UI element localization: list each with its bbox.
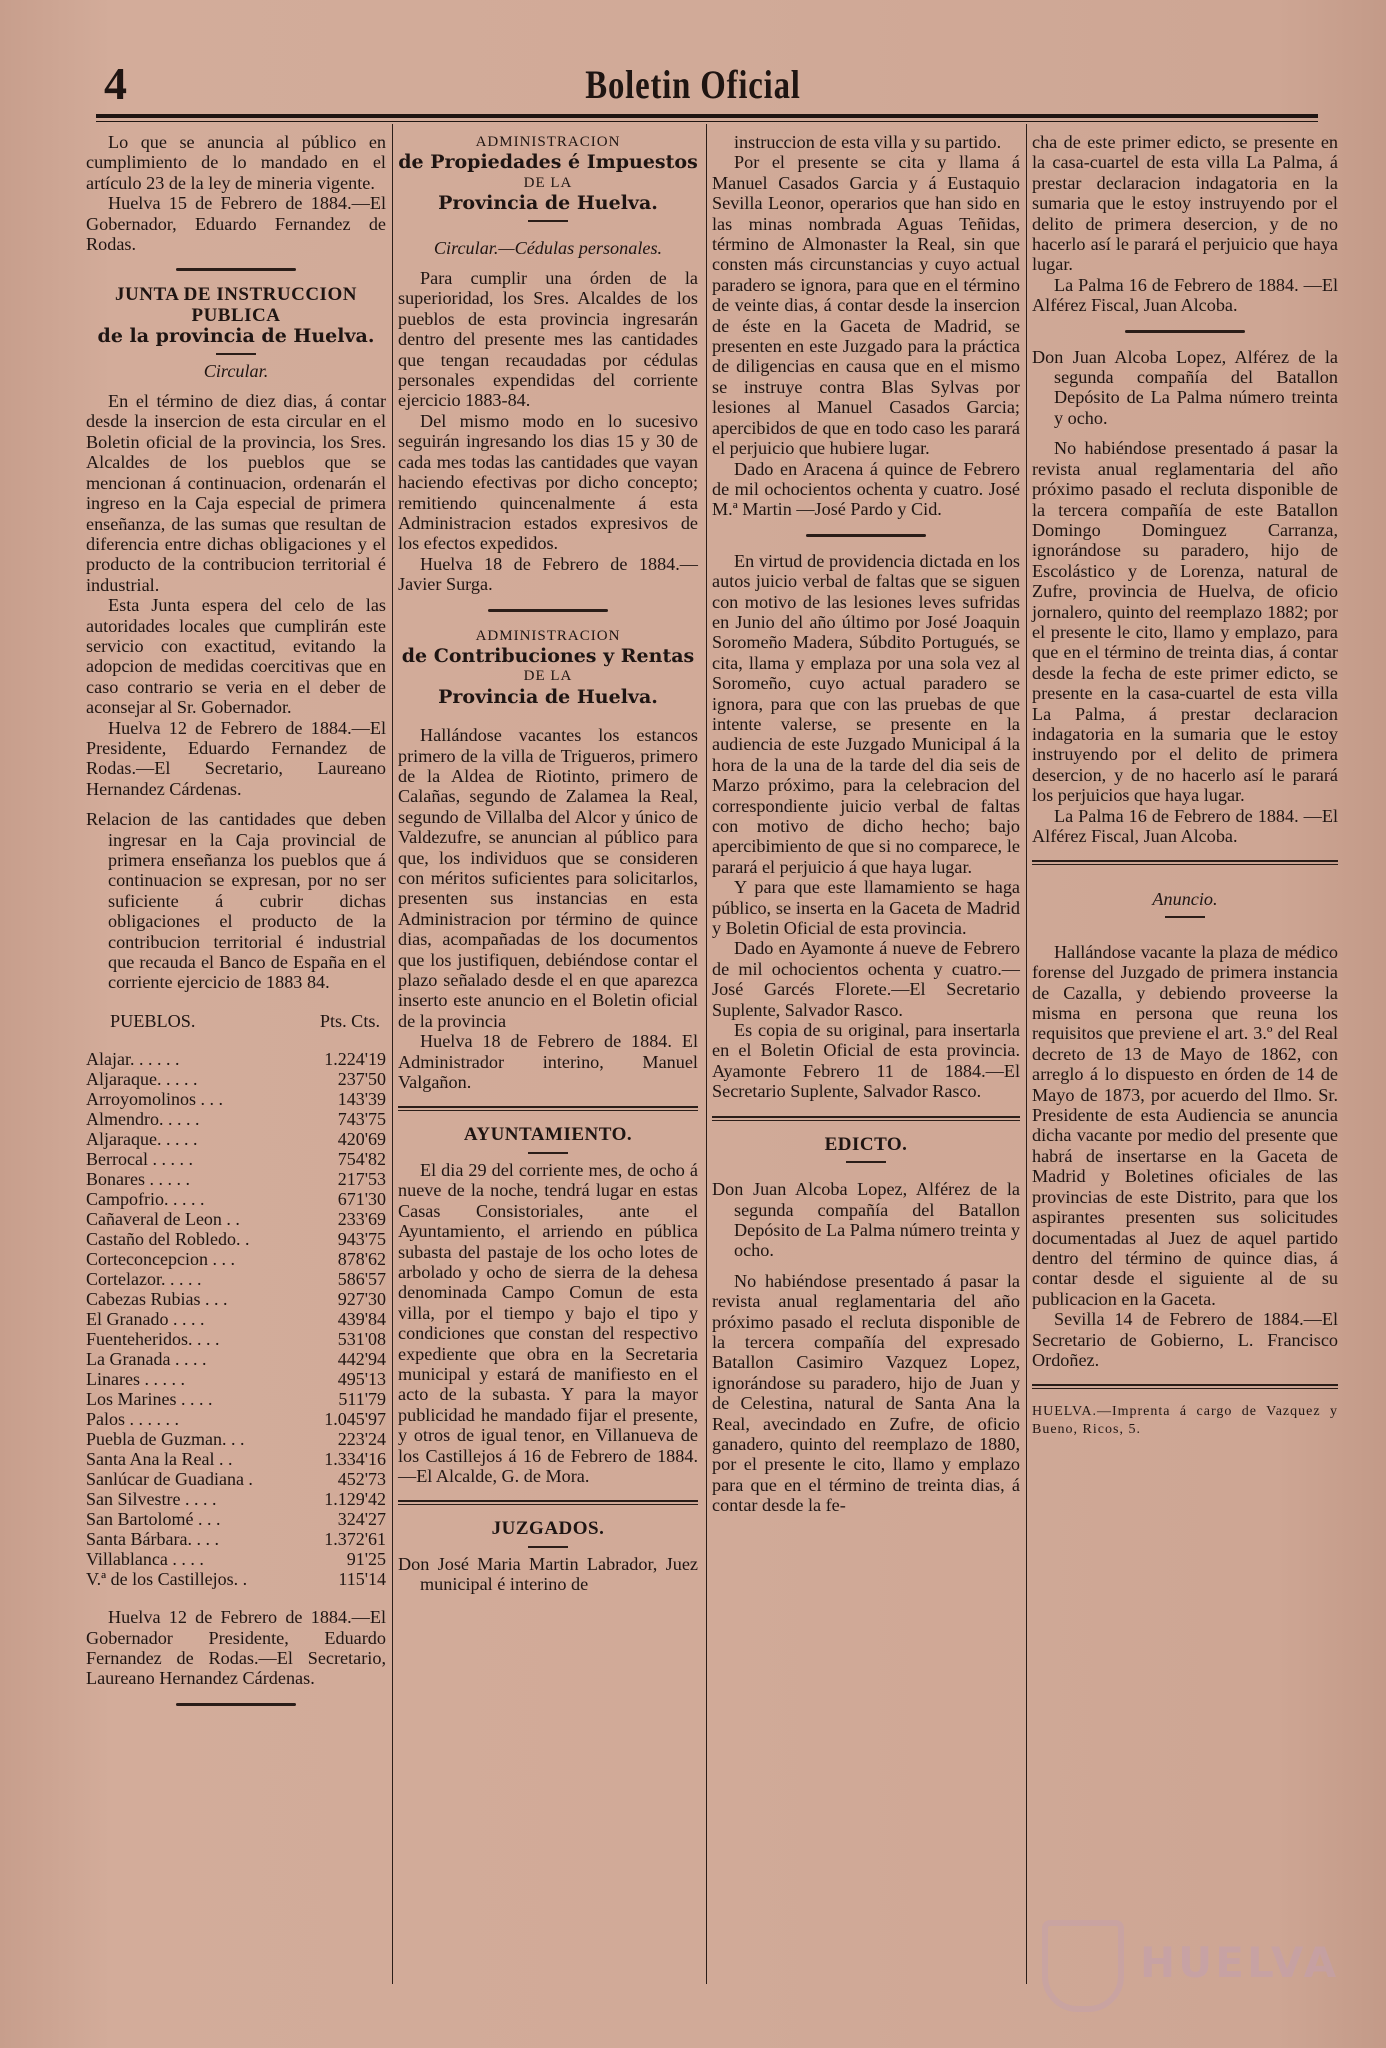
- pueblo-name: Arroyomolinos . . .: [86, 1089, 223, 1110]
- adm1-de-la: DE LA: [523, 174, 573, 191]
- pueblo-amount: 420'69: [337, 1129, 386, 1150]
- adm2-signature: Huelva 18 de Febrero de 1884. El Administrador interino, Manuel Valgañon.: [398, 1031, 698, 1093]
- pueblo-amount: 115'14: [338, 1569, 386, 1590]
- table-row: [86, 1429, 386, 1449]
- separator: [806, 534, 926, 537]
- ayuntamiento-paragraph: El dia 29 del corriente mes, de ocho á nueve de la noche, tendrá lugar en estas Casas Consistoriales, ante el Ayuntamiento, el arriendo en pública subasta del pastaje de los ocho lotes de arbolado y ocho de sierra de la dehesa denominada Campo Comun de esta villa, por el tiempo y bajo el tipo y condiciones que constan del respectivo expediente que obra en la Secretaria municipal y estará de manifiesto en el acto de la subasta. Y para la mayor publicidad he mandado fijar el presente, y otros de igual tenor, en Villanueva de los Castillejos á 16 de Febrero de 1884.—El Alcalde, G. de Mora.: [398, 1159, 698, 1486]
- table-row: [86, 1289, 386, 1309]
- column-divider: [392, 124, 393, 1984]
- pueblo-name: San Bartolomé . . .: [86, 1509, 221, 1530]
- pueblo-name: Aljaraque. . . . .: [86, 1129, 198, 1150]
- adm2-heading: ADMINISTRACION: [475, 627, 621, 644]
- header-rule-thin: [96, 121, 1318, 122]
- column-divider: [1026, 124, 1027, 1984]
- pueblo-amount: 531'08: [337, 1329, 386, 1350]
- double-rule: [712, 1116, 1020, 1121]
- pueblo-amount: 223'24: [337, 1429, 386, 1450]
- table-row: [86, 1349, 386, 1369]
- column-2: [398, 132, 698, 1595]
- short-rule: [846, 1161, 886, 1163]
- pueblo-amount: 743'75: [337, 1109, 386, 1130]
- adm1-subheading: de Propiedades é Impuestos: [398, 151, 698, 174]
- edicto-signature: La Palma 16 de Febrero de 1884. —El Alférez Fiscal, Juan Alcoba.: [1032, 274, 1338, 316]
- juzgados-paragraph: Don José Maria Martin Labrador, Juez municipal é interino de: [398, 1553, 698, 1595]
- table-row: [86, 1449, 386, 1469]
- adm1-paragraph: Del mismo modo en lo sucesivo seguirán ingresando los dias 15 y 30 de cada mes todas las cantidades que vayan haciendo efectivas por dicho concepto; remitiendo quincenalmente á esta Administracion estados expresivos de los efectos expedidos.: [398, 410, 698, 554]
- faltas-paragraph: Y para que este llamamiento se haga público, se inserta en la Gaceta de Madrid y Boletin Oficial de esta provincia.: [712, 877, 1020, 939]
- table-row: [86, 1469, 386, 1489]
- table-row: [86, 1389, 386, 1409]
- pueblo-amount: 1.372'61: [324, 1529, 386, 1550]
- imprenta-footer: HUELVA.—Imprenta á cargo de Vazquez y Bueno, Ricos, 5.: [1032, 1404, 1338, 1438]
- pueblo-amount: 927'30: [337, 1289, 386, 1310]
- pueblo-name: Sanlúcar de Guadiana .: [86, 1469, 253, 1490]
- table-row: [86, 1329, 386, 1349]
- pueblo-name: Aljaraque. . . . .: [86, 1069, 198, 1090]
- pueblo-name: Bonares . . . . .: [86, 1169, 190, 1190]
- ayuntamiento-title: AYUNTAMIENTO.: [463, 1124, 633, 1146]
- separator: [488, 609, 608, 612]
- short-rule: [528, 1152, 568, 1154]
- pueblo-amount: 878'62: [337, 1249, 386, 1270]
- junta-title: JUNTA DE INSTRUCCION PUBLICA: [115, 284, 357, 326]
- pueblo-amount: 237'50: [337, 1069, 386, 1090]
- double-rule: [398, 1106, 698, 1111]
- pueblo-amount: 495'13: [337, 1369, 386, 1390]
- table-row: [86, 1189, 386, 1209]
- table-header: [86, 1011, 386, 1031]
- pueblo-amount: 754'82: [337, 1149, 386, 1170]
- double-rule: [1032, 860, 1338, 865]
- watermark-shield-icon: [1042, 1920, 1124, 2012]
- adm1-signature: Huelva 18 de Febrero de 1884.—Javier Surga.: [398, 553, 698, 595]
- double-rule: [398, 1500, 698, 1505]
- table-row: [86, 1149, 386, 1169]
- relacion-intro: Relacion de las cantidades que deben ingresar en la Caja provincial de primera enseñanza los pueblos que á continuacion se expresan, por no ser suficiente á cubrir dichas obligaciones el producto de la contribucion territorial é industrial que recauda el Banco de España en el corriente ejercicio de 1883 84.: [86, 809, 386, 993]
- edicto2-paragraph: No habiéndose presentado á pasar la revista anual reglamentaria del año próximo pasado el recluta disponible de la tercera compañía de este Batallon Domingo Dominguez Carranza, ignorándose su paradero, hijo de Escolástico y de Lorenza, natural de Zufre, provincia de Huelva, de oficio jornalero, quinto del reemplazo 1882; por el presente le cito, llamo y emplazo, para que en el término de treinta dias, á contar desde la fecha de este primer edicto, se presente en la casa-cuartel de esta villa La Palma, á prestar declaracion indagatoria en la sumaria que le estoy instruyendo por el delito de primera desercion, y de no hacerlo así le parará los perjuicios que haya lugar.: [1032, 438, 1338, 806]
- junta-subtitle: de la provincia de Huelva.: [97, 325, 375, 348]
- circular-label: Circular.: [203, 360, 269, 381]
- table-row: [86, 1209, 386, 1229]
- pueblo-name: Los Marines . . . .: [86, 1389, 213, 1410]
- page-number: 4: [104, 58, 127, 109]
- pueblo-name: Santa Bárbara. . . .: [86, 1529, 219, 1550]
- table-row: [86, 1089, 386, 1109]
- pueblo-amount: 91'25: [346, 1549, 386, 1570]
- pueblo-amount: 143'39: [337, 1089, 386, 1110]
- pueblo-name: El Granado . . . .: [86, 1309, 205, 1330]
- pueblo-name: Cañaveral de Leon . .: [86, 1209, 240, 1230]
- adm2-provincia: Provincia de Huelva.: [438, 685, 658, 708]
- short-rule: [1165, 916, 1205, 918]
- pueblo-amount: 439'84: [337, 1309, 386, 1330]
- adm1-circular: Circular.—Cédulas personales.: [433, 237, 663, 258]
- junta-signature: Huelva 12 de Febrero de 1884.—El Presidente, Eduardo Fernandez de Rodas.—El Secretario, Laureano Hernandez Cárdenas.: [86, 717, 386, 799]
- pueblo-amount: 1.129'42: [324, 1489, 386, 1510]
- adm2-de-la: DE LA: [523, 668, 573, 685]
- edicto-intro: Don Juan Alcoba Lopez, Alférez de la segunda compañía del Batallon Depósito de La Palma número treinta y ocho.: [712, 1179, 1020, 1261]
- separator: [176, 268, 296, 271]
- edicto-continuation: cha de este primer edicto, se presente en la casa-cuartel de esta villa La Palma, á prestar declaracion indagatoria en la sumaria que le estoy instruyendo por el delito de primera desercion, y de no hacerlo así le parará el perjuicio que haya lugar.: [1032, 132, 1338, 275]
- table-row: [86, 1509, 386, 1529]
- table-row: [86, 1569, 386, 1589]
- short-rule: [528, 1546, 568, 1548]
- table-row: [86, 1169, 386, 1189]
- short-rule: [528, 220, 568, 222]
- junta-paragraph: Esta Junta espera del celo de las autoridades locales que cumplirán este servicio con exactitud, evitando la adopcion de medidas coercitivas que en caso contrario se veria en el deber de aconsejar al Sr. Gobernador.: [86, 595, 386, 718]
- pueblo-name: Santa Ana la Real . .: [86, 1449, 233, 1470]
- faltas-copy: Es copia de su original, para insertarla en el Boletin Oficial de esta provincia. Ayamonte Febrero 11 de 1884.—El Secretario Suplente, Salvador Rasco.: [712, 1020, 1020, 1102]
- pueblo-amount: 217'53: [337, 1169, 386, 1190]
- pueblo-name: Alajar. . . . . .: [86, 1049, 180, 1070]
- table-row: [86, 1069, 386, 1089]
- double-rule: [1032, 1384, 1338, 1389]
- table-row: [86, 1369, 386, 1389]
- pueblo-name: Puebla de Guzman. . .: [86, 1429, 245, 1450]
- watermark: HUELVA: [1140, 1938, 1340, 1987]
- pueblo-amount: 671'30: [337, 1189, 386, 1210]
- junta-paragraph: En el término de diez dias, á contar desde la insercion de esta circular en el Boletin oficial de la provincia, los Sres. Alcaldes de los pueblos que se mencionan á continuacion, ordenarán el ingreso en la Caja especial de primera enseñanza, de las sumas que resultan de diferencia entre dichas obligaciones y el producto de la contribucion territorial é industrial.: [86, 391, 386, 595]
- juzgados-title: JUZGADOS.: [491, 1518, 605, 1540]
- pueblo-name: Almendro. . . . .: [86, 1109, 200, 1130]
- edicto-title: EDICTO.: [824, 1133, 908, 1155]
- pueblo-name: Cortelazor. . . . .: [86, 1269, 202, 1290]
- column-divider: [706, 124, 707, 1984]
- anuncio-paragraph: Hallándose vacante la plaza de médico forense del Juzgado de primera instancia de Cazalla, y debiendo proveerse la misma en persona que reuna los requisitos que previene el art. 3.º del Real decreto de 13 de Mayo de 1862, con arreglo á lo dispuesto en órden de 14 de Mayo de 1873, por acuerdo del Ilmo. Sr. Presidente de esta Audiencia se anuncia dicha vacante por medio del presente que habrá de insertarse en la Gaceta de Madrid y Boletines oficiales de las provincias de este Distrito, para que los aspirantes presenten sus solicitudes documentadas al Juez de aquel partido dentro del término de quince dias, á contar desde el siguiente al de su publicacion en la Gaceta.: [1032, 941, 1338, 1309]
- adm1-heading: ADMINISTRACION: [475, 134, 621, 150]
- table-row: [86, 1129, 386, 1149]
- mineria-notice: Lo que se anuncia al público en cumplimiento de lo mandado en el artículo 23 de la ley de mineria vigente.: [86, 132, 386, 193]
- table-row: [86, 1249, 386, 1269]
- pueblo-name: Linares . . . . .: [86, 1369, 185, 1390]
- edicto-paragraph: No habiéndose presentado á pasar la revista anual reglamentaria del año próximo pasado el recluta disponible de la tercera compañía del expresado Batallon Casimiro Vazquez Lopez, ignorándose su paradero, hijo de Juan y de Celestina, natural de Santa Ana la Real, avecindado en Zufre, de oficio ganadero, quinto del reemplazo de 1880, por el presente le cito, llamo y emplazo para que en el término de treinta dias, á contar desde la fe-: [712, 1270, 1020, 1516]
- column-3: [712, 132, 1020, 1516]
- header-rule: [96, 114, 1318, 118]
- pueblo-name: La Granada . . . .: [86, 1349, 207, 1370]
- table-row: [86, 1269, 386, 1289]
- table-row: [86, 1549, 386, 1569]
- table-row: [86, 1229, 386, 1249]
- page-title: Boletin Oficial: [585, 62, 801, 107]
- table-row: [86, 1409, 386, 1429]
- pueblo-name: San Silvestre . . . .: [86, 1489, 217, 1510]
- juzgado-paragraph: Por el presente se cita y llama á Manuel Casados Garcia y á Eustaquio Sevilla Leonor, operarios que han sido en las minas nombrada Aguas Teñidas, término de Almonaster la Real, sin que consten más circunstancias y cuyo actual paradero se ignora, para que en el término de veinte dias, á contar desde la insercion de éste en la Gaceta de Madrid, se presenten en este Juzgado para la práctica de diligencias en causa que en el mismo se instruye contra Blas Sylvas por lesiones al Manuel Casados Garcia; apercibidos de que en todo caso les parará el perjuicio que hubiere lugar.: [712, 152, 1020, 459]
- adm2-paragraph: Hallándose vacantes los estancos primero de la villa de Trigueros, primero de la Aldea de Riotinto, primero de Calañas, segundo de Zalamea la Real, segundo de Villalba del Alcor y único de Valdezufre, se anuncian al público para que, los individuos que se consideren con méritos suficientes para solicitarlos, presenten sus instancias en esta Administracion por término de quince dias, acompañadas de los documentos que los justifiquen, debiéndose contar el plazo señalado desde el en que aparezca inserto este anuncio en el Boletin oficial de la provincia: [398, 725, 698, 1031]
- adm1-paragraph: Para cumplir una órden de la superioridad, los Sres. Alcaldes de los pueblos de esta provincia ingresarán dentro del presente mes las cantidades que tengan recaudadas por cédulas personales expendidas del corriente ejercicio 1883-84.: [398, 268, 698, 411]
- mineria-signature: Huelva 15 de Febrero de 1884.—El Gobernador, Eduardo Fernandez de Rodas.: [86, 193, 386, 255]
- pueblo-amount: 1.224'19: [324, 1049, 386, 1070]
- column-4: [1032, 132, 1338, 1439]
- pueblo-name: Campofrio. . . . .: [86, 1189, 205, 1210]
- pueblo-amount: 1.334'16: [324, 1449, 386, 1470]
- anuncio-signature: Sevilla 14 de Febrero de 1884.—El Secretario de Gobierno, L. Francisco Ordoñez.: [1032, 1309, 1338, 1370]
- separator: [1125, 330, 1245, 333]
- pueblo-amount: 511'79: [338, 1389, 386, 1410]
- pueblo-name: Berrocal . . . . .: [86, 1149, 193, 1170]
- pueblo-name: V.ª de los Castillejos. .: [86, 1569, 248, 1590]
- pueblo-amount: 324'27: [337, 1509, 386, 1530]
- pueblo-amount: 943'75: [337, 1229, 386, 1250]
- table-row: [86, 1109, 386, 1129]
- pueblo-name: Cabezas Rubias . . .: [86, 1289, 228, 1310]
- short-rule: [216, 353, 256, 355]
- pueblo-amount: 1.045'97: [324, 1409, 386, 1430]
- juzgado-continuation: instruccion de esta villa y su partido.: [734, 132, 1002, 152]
- table-row: [86, 1309, 386, 1329]
- pueblo-name: Villablanca . . . .: [86, 1549, 204, 1570]
- adm1-provincia: Provincia de Huelva.: [438, 192, 658, 215]
- juzgado-signature: Dado en Aracena á quince de Febrero de mil ochocientos ochenta y cuatro. José M.ª Martin —José Pardo y Cid.: [712, 458, 1020, 520]
- table-row: [86, 1529, 386, 1549]
- table-closing: Huelva 12 de Febrero de 1884.—El Gobernador Presidente, Eduardo Fernandez de Rodas.—El Secretario, Laureano Hernandez Cárdenas.: [86, 1607, 386, 1689]
- pueblo-amount: 442'94: [337, 1349, 386, 1370]
- pueblo-name: Palos . . . . . .: [86, 1409, 180, 1430]
- anuncio-title: Anuncio.: [1152, 889, 1218, 910]
- pueblo-amount: 452'73: [337, 1469, 386, 1490]
- pueblo-name: Corteconcepcion . . .: [86, 1249, 235, 1270]
- separator: [176, 1703, 296, 1706]
- pueblo-amount: 233'69: [337, 1209, 386, 1230]
- column-1: [86, 132, 386, 1720]
- pueblo-amount: 586'57: [337, 1269, 386, 1290]
- table-row: [86, 1049, 386, 1069]
- pueblo-name: Fuenteheridos. . . .: [86, 1329, 220, 1350]
- table-row: [86, 1489, 386, 1509]
- faltas-paragraph: En virtud de providencia dictada en los autos juicio verbal de faltas que se siguen con motivo de las lesiones leves sufridas en Junio del año último por José Joaquin Soromeño Madera, Súbdito Portugués, se cita, llama y emplaza por una sola vez al Soromeño, cuyo actual paradero se ignora, para que con las pruebas de que intente valerse, se presente en la audiencia de este Juzgado Municipal á la hora de la una de la tarde del dia seis de Marzo próximo, para la celebracion del correspondiente juicio verbal de faltas con motivo de dicho hecho; bajo apercibimiento de que si no comparece, le parará el perjuicio á que haya lugar.: [712, 550, 1020, 877]
- adm2-subheading: de Contribuciones y Rentas: [401, 644, 695, 667]
- faltas-signature: Dado en Ayamonte á nueve de Febrero de mil ochocientos ochenta y cuatro.—José Garcés Florete.—El Secretario Suplente, Salvador Rasco.: [712, 938, 1020, 1020]
- pueblo-name: Castaño del Robledo. .: [86, 1229, 250, 1250]
- pueblos-table: [86, 1049, 386, 1589]
- col-pueblos: PUEBLOS.: [110, 1010, 196, 1031]
- edicto2-intro: Don Juan Alcoba Lopez, Alférez de la segunda compañía del Batallon Depósito de La Palma número treinta y ocho.: [1032, 346, 1338, 428]
- edicto2-signature: La Palma 16 de Febrero de 1884. —El Alférez Fiscal, Juan Alcoba.: [1032, 805, 1338, 846]
- col-pts: Pts. Cts.: [319, 1010, 380, 1031]
